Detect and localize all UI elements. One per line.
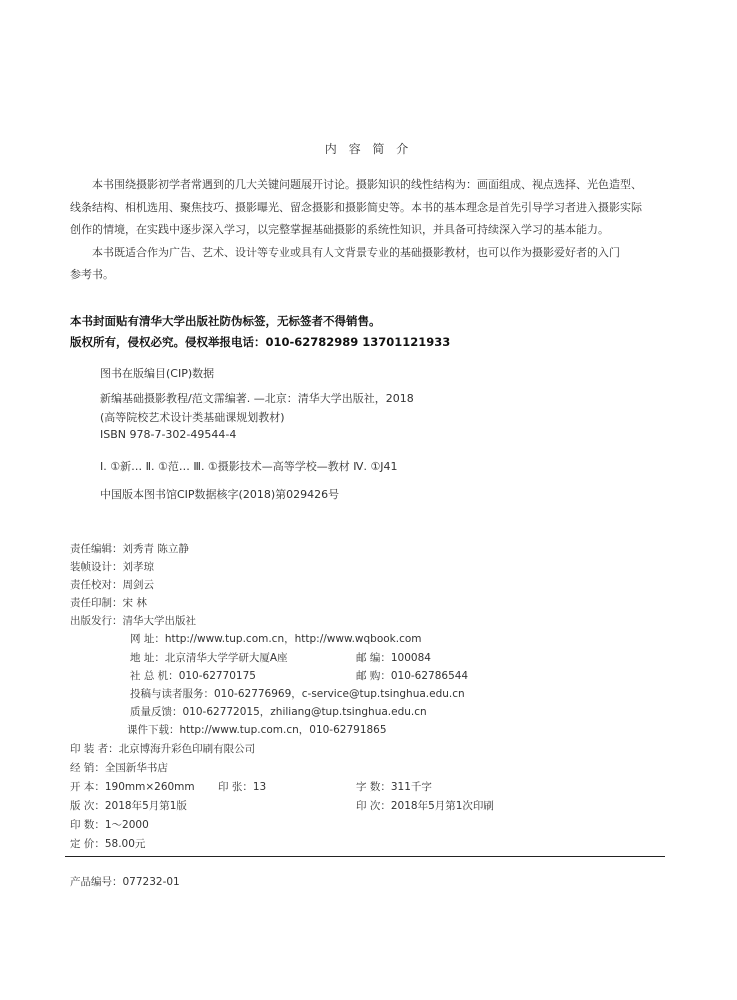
intro-line: 本书围绕摄影初学者常遇到的几大关键问题展开讨论。摄影知识的线性结构为：画面组成、视点选择、光色造型、	[92, 178, 642, 191]
quality-value: 010-62772015，zhiliang@tup.tsinghua.edu.cn	[182, 706, 427, 718]
printer-label: 印 装 者：	[70, 743, 119, 755]
print-manager-row	[70, 595, 147, 610]
edition-label: 版 次：	[70, 800, 105, 812]
anti-counterfeit-notice: 本书封面贴有清华大学出版社防伪标签，无标签者不得销售。	[70, 314, 381, 328]
distributor-value: 全国新华书店	[104, 762, 168, 774]
download-label: 课件下载：	[127, 724, 180, 736]
cip-line: 新编基础摄影教程/范文霈编著. —北京：清华大学出版社，2018	[100, 392, 414, 405]
mail-order-row	[356, 668, 468, 683]
printing-value: 2018年5月第1次印刷	[390, 800, 494, 812]
words-row	[356, 779, 432, 794]
address-row	[130, 650, 288, 665]
distributor-row	[70, 760, 168, 775]
zip-label: 邮 编：	[356, 652, 391, 664]
sheets-value: 13	[252, 781, 267, 793]
divider-line	[65, 856, 665, 857]
format-row	[70, 779, 195, 794]
cip-heading: 图书在版编目(CIP)数据	[100, 367, 215, 380]
design-label: 装帧设计：	[70, 561, 123, 573]
sheets-row	[218, 779, 266, 794]
proof-label: 责任校对：	[70, 579, 123, 591]
printer-row	[70, 741, 255, 756]
intro-line: 创作的情境，在实践中逐步深入学习，以完整掌握基础摄影的系统性知识，并具备可持续深入学习的基本能力。	[70, 223, 609, 236]
proof-value: 周剑云	[122, 579, 154, 591]
download-row	[127, 722, 387, 737]
distributor-label: 经 销：	[70, 762, 105, 774]
copies-label: 印 数：	[70, 819, 105, 831]
mail-order-label: 邮 购：	[356, 670, 391, 682]
copies-row	[70, 817, 149, 832]
website-label: 网 址：	[130, 633, 165, 645]
print-manager-label: 责任印制：	[70, 597, 123, 609]
address-label: 地 址：	[130, 652, 165, 664]
copyright-notice: 版权所有，侵权必究。侵权举报电话：010-62782989 13701121933	[70, 335, 451, 349]
printer-value: 北京博海升彩色印刷有限公司	[118, 743, 256, 755]
switchboard-label: 社 总 机：	[130, 670, 179, 682]
intro-paragraph	[70, 174, 670, 287]
switchboard-value: 010-62770175	[178, 670, 256, 682]
price-label: 定 价：	[70, 838, 105, 850]
service-row	[130, 686, 465, 701]
cip-series: (高等院校艺术设计类基础课规划教材)	[100, 411, 285, 424]
design-row	[70, 559, 154, 574]
intro-line: 参考书。	[70, 268, 114, 281]
address-value: 北京清华大学学研大厦A座	[164, 652, 288, 664]
price-value: 58.00元	[104, 838, 146, 850]
cip-isbn: ISBN 978-7-302-49544-4	[100, 428, 237, 441]
editor-row	[70, 541, 189, 556]
editor-label: 责任编辑：	[70, 543, 123, 555]
sheets-label: 印 张：	[218, 781, 253, 793]
quality-row	[130, 704, 427, 719]
words-label: 字 数：	[356, 781, 391, 793]
publisher-row	[70, 613, 196, 628]
intro-title: 内 容 简 介	[324, 142, 413, 156]
zip-value: 100084	[390, 652, 431, 664]
publisher-label: 出版发行：	[70, 615, 123, 627]
design-value: 刘孝琼	[122, 561, 154, 573]
price-row	[70, 836, 145, 851]
editor-value: 刘秀青 陈立静	[122, 543, 189, 555]
edition-value: 2018年5月第1版	[104, 800, 187, 812]
website-value: http://www.tup.com.cn，http://www.wqbook.com	[164, 633, 422, 645]
printing-label: 印 次：	[356, 800, 391, 812]
proof-row	[70, 577, 154, 592]
zip-row	[356, 650, 431, 665]
format-label: 开 本：	[70, 781, 105, 793]
service-label: 投稿与读者服务：	[130, 688, 214, 700]
website-row	[130, 631, 422, 646]
format-value: 190mm×260mm	[104, 781, 195, 793]
quality-label: 质量反馈：	[130, 706, 183, 718]
intro-line: 线条结构、相机选用、聚焦技巧、摄影曝光、留念摄影和摄影简史等。本书的基本理念是首先引导学习者进入摄影实际	[70, 200, 642, 214]
publisher-name: 清华大学出版社	[122, 615, 196, 627]
product-code: 产品编号：077232-01	[70, 876, 180, 888]
cip-record: 中国版本图书馆CIP数据核字(2018)第029426号	[100, 488, 340, 501]
switchboard-row	[130, 668, 256, 683]
download-value: http://www.tup.com.cn，010-62791865	[179, 724, 387, 736]
cip-classification: Ⅰ. ①新… Ⅱ. ①范… Ⅲ. ①摄影技术—高等学校—教材 Ⅳ. ①J41	[100, 460, 398, 473]
words-value: 311千字	[390, 781, 432, 793]
printing-row	[356, 798, 494, 813]
mail-order-value: 010-62786544	[390, 670, 469, 682]
copies-value: 1～2000	[104, 819, 149, 831]
edition-row	[70, 798, 187, 813]
intro-line: 本书既适合作为广告、艺术、设计等专业或具有人文背景专业的基础摄影教材，也可以作为摄影爱好者的入门	[92, 245, 620, 259]
print-manager-value: 宋 林	[122, 597, 147, 609]
service-value: 010-62776969，c-service@tup.tsinghua.edu.cn	[214, 688, 465, 700]
